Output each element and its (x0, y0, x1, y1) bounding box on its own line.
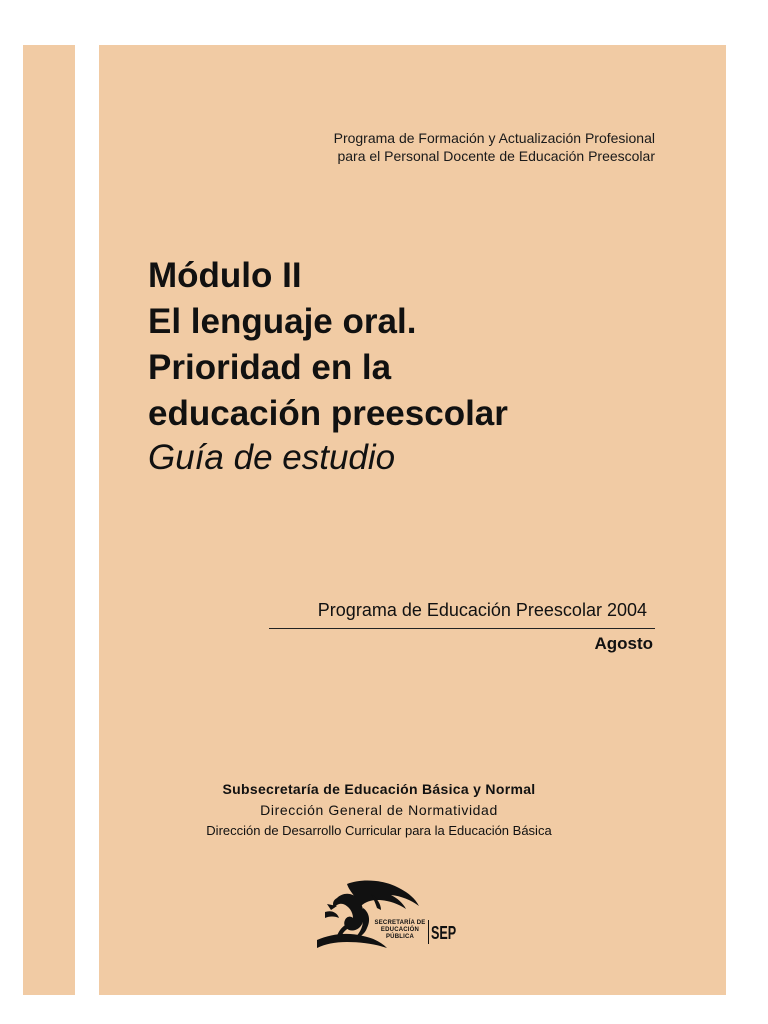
module-title (148, 253, 508, 437)
edition-block (269, 598, 655, 655)
sep-logo-text-line-2: EDUCACIÓN (380, 927, 420, 933)
program-line-1: Programa de Formación y Actualización Profesional (333, 130, 655, 146)
edition-name: Programa de Educación Preescolar 2004 (317, 600, 647, 620)
title-line-4: educación preescolar (148, 394, 508, 433)
organization-line-1: Subsecretaría de Educación Básica y Normal (222, 781, 536, 797)
program-heading (334, 129, 655, 165)
organization-block (159, 779, 599, 841)
title-line-3: Prioridad en la (148, 348, 392, 387)
title-line-1: Módulo II (148, 256, 302, 295)
organization-line-3: Dirección de Desarrollo Curricular para la Educación Básica (206, 823, 552, 838)
sep-logo-acronym: SEP (431, 923, 457, 943)
organization-line-2: Dirección General de Normatividad (260, 802, 498, 818)
sep-logo-text-line-3: PÚBLICA (385, 934, 415, 940)
title-line-2: El lenguaje oral. (148, 302, 417, 341)
edition-month: Agosto (594, 634, 653, 653)
edition-divider (269, 628, 655, 629)
document-cover (99, 45, 726, 995)
module-subtitle: Guía de estudio (148, 438, 396, 477)
sep-logo-divider (428, 920, 429, 944)
cover-spine-strip (23, 45, 75, 995)
program-line-2: para el Personal Docente de Educación Preescolar (337, 148, 655, 164)
sep-logo (307, 878, 457, 950)
sep-logo-text-line-1: SECRETARÍA DE (374, 920, 426, 926)
sep-logo-text (373, 920, 427, 941)
